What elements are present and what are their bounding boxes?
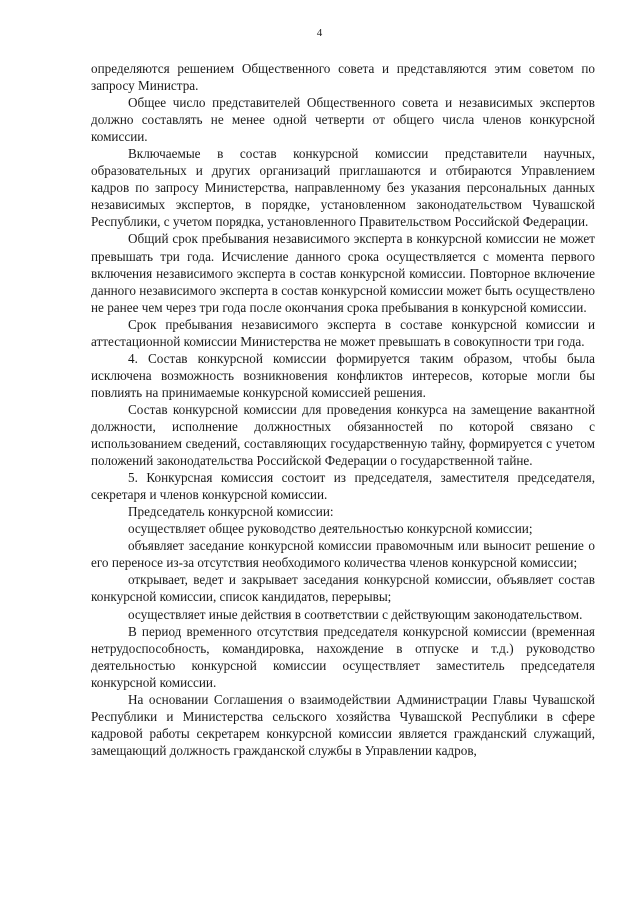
document-body bbox=[91, 60, 595, 759]
page-number: 4 bbox=[316, 27, 323, 39]
paragraph: В период временного отсутствия председателя конкурсной комиссии (временная нетрудоспособность, командировка, нахождение в отпуске и т.д.) руководство деятельностью конкурсной комиссии осуществляет заместитель председателя конкурсной комиссии. bbox=[91, 623, 595, 690]
paragraph: Состав конкурсной комиссии для проведения конкурса на замещение вакантной должности, исполнение должностных обязанностей по которой связано с использованием сведений, составляющих государственную тайну, формируется с учетом положений законодательства Российской Федерации о государственной тайне. bbox=[91, 401, 595, 469]
paragraph: Включаемые в состав конкурсной комиссии представители научных, образовательных и других организаций приглашаются и отбираются Управлением кадров по запросу Министерства, направленному без указания персональных данных независимых экспертов, в порядке, установленном законодательством Чувашской Республики, с учетом порядка, установленного Правительством Российской Федерации. bbox=[91, 146, 595, 230]
paragraph: Срок пребывания независимого эксперта в составе конкурсной комиссии и аттестационной комиссии Министерства не может превышать в совокупности три года. bbox=[91, 316, 595, 349]
paragraph: открывает, ведет и закрывает заседания конкурсной комиссии, объявляет состав конкурсной комиссии, список кандидатов, перерывы; bbox=[91, 572, 595, 605]
paragraph: осуществляет иные действия в соответствии с действующим законодательством. bbox=[128, 606, 583, 622]
paragraph: 4. Состав конкурсной комиссии формируется таким образом, чтобы была исключена возможность возникновения конфликтов интересов, которые могли бы повлиять на принимаемые конкурсной комиссией решения. bbox=[91, 350, 595, 400]
paragraph: Общий срок пребывания независимого эксперта в конкурсной комиссии не может превышать три года. Исчисление данного срока осуществляется с момента первого включения независимого эксперта в состав конкурсной комиссии. Повторное включение данного независимого эксперта в состав конкурсной комиссии может быть осуществлено не ранее чем через три года после окончания срока пребывания в конкурсной комиссии. bbox=[91, 231, 595, 315]
paragraph: На основании Соглашения о взаимодействии Администрации Главы Чувашской Республики и Министерства сельского хозяйства Чувашской Республики в сфере кадровой работы секретарем конкурсной комиссии является гражданский служащий, замещающий должность гражданской службы в Управлении кадров, bbox=[91, 691, 595, 758]
paragraph: 5. Конкурсная комиссия состоит из председателя, заместителя председателя, секретаря и членов конкурсной комиссии. bbox=[91, 470, 595, 503]
paragraph: осуществляет общее руководство деятельностью конкурсной комиссии; bbox=[128, 521, 533, 537]
paragraph: определяются решением Общественного совета и представляются этим советом по запросу Министра. bbox=[91, 61, 595, 94]
paragraph: Председатель конкурсной комиссии: bbox=[128, 504, 334, 520]
paragraph: объявляет заседание конкурсной комиссии правомочным или выносит решение о его переносе из-за отсутствия необходимого количества членов конкурсной комиссии; bbox=[91, 538, 595, 571]
paragraph: Общее число представителей Общественного совета и независимых экспертов должно составлять не менее одной четверти от общего числа членов конкурсной комиссии. bbox=[91, 95, 595, 145]
